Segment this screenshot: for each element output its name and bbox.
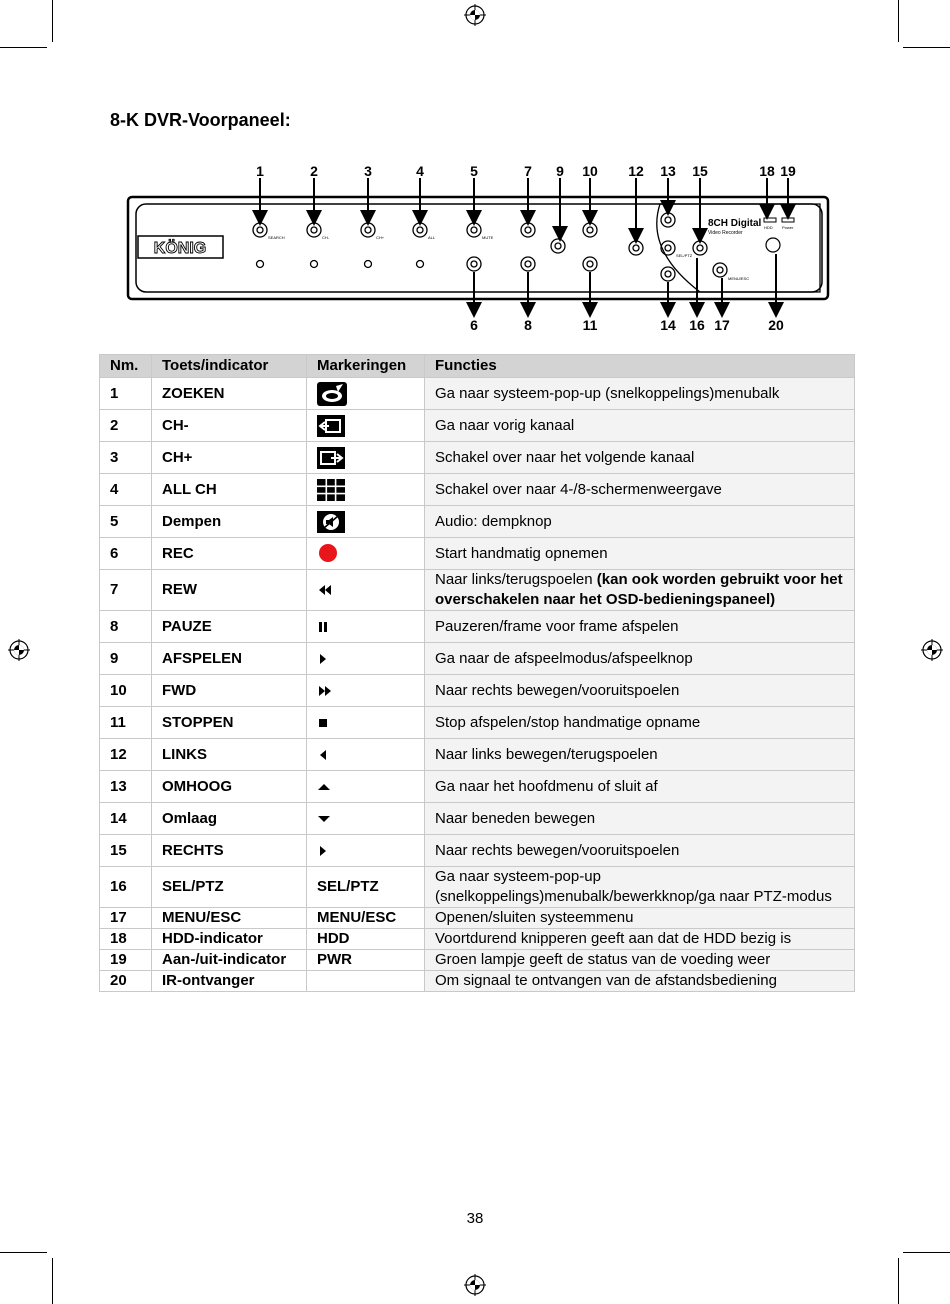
row-key-name: ZOEKEN <box>152 378 307 410</box>
row-marking <box>307 506 425 538</box>
svg-text:19: 19 <box>780 163 796 179</box>
row-number: 19 <box>100 950 152 971</box>
row-function <box>425 867 855 908</box>
svg-text:16: 16 <box>689 317 705 333</box>
callout-numbers-bottom <box>470 317 784 333</box>
table-row <box>100 929 855 950</box>
row-marking <box>307 378 425 410</box>
model-line1: 8CH Digital <box>708 218 762 229</box>
row-marking <box>307 835 425 867</box>
row-function <box>425 835 855 867</box>
row-number: 12 <box>100 739 152 771</box>
table-row <box>100 675 855 707</box>
row-function-text: Start handmatig opnemen <box>435 544 608 562</box>
row-function <box>425 771 855 803</box>
record-icon <box>317 544 339 561</box>
row-marking <box>307 739 425 771</box>
svg-text:CH+: CH+ <box>376 235 385 240</box>
svg-text:SEL/PTZ: SEL/PTZ <box>676 253 693 258</box>
table-row <box>100 867 855 908</box>
row-number: 6 <box>100 538 152 570</box>
table-row <box>100 378 855 410</box>
row-marking <box>307 643 425 675</box>
row-function <box>425 803 855 835</box>
svg-text:4: 4 <box>416 163 424 179</box>
svg-text:MENU/ESC: MENU/ESC <box>728 276 750 281</box>
row-function-text: Naar rechts bewegen/vooruitspoelen <box>435 841 680 859</box>
row-key-name: Aan-/uit-indicator <box>152 950 307 971</box>
row-number: 9 <box>100 643 152 675</box>
registration-mark-icon <box>464 1274 486 1296</box>
table-row <box>100 803 855 835</box>
row-key-name: REW <box>152 570 307 611</box>
row-function-text: Ga naar het hoofdmenu of sluit af <box>435 777 658 795</box>
row-function-text: Schakel over naar 4-/8-schermenweergave <box>435 480 722 498</box>
row-marking: MENU/ESC <box>307 908 425 929</box>
arrow-left-icon <box>317 746 329 763</box>
svg-text:18: 18 <box>759 163 775 179</box>
row-number: 7 <box>100 570 152 611</box>
row-function-note: (kan ook worden gebruikt voor het overschakelen naar het OSD-bedieningspaneel) <box>435 571 843 608</box>
row-marking <box>307 410 425 442</box>
svg-text:15: 15 <box>692 163 708 179</box>
row-key-name: RECHTS <box>152 835 307 867</box>
row-marking <box>307 538 425 570</box>
row-function-text: Naar links bewegen/terugspoelen <box>435 745 658 763</box>
table-row <box>100 950 855 971</box>
registration-mark-icon <box>921 639 943 661</box>
row-key-name: REC <box>152 538 307 570</box>
crop-mark <box>0 1252 47 1253</box>
row-number: 10 <box>100 675 152 707</box>
arrow-up-icon <box>317 778 331 795</box>
crop-mark <box>903 1252 950 1253</box>
row-number: 4 <box>100 474 152 506</box>
row-number: 1 <box>100 378 152 410</box>
row-marking: SEL/PTZ <box>307 867 425 908</box>
column-header-marking: Markeringen <box>307 355 425 378</box>
row-function-text: Pauzeren/frame voor frame afspelen <box>435 617 679 635</box>
table-row <box>100 739 855 771</box>
row-marking <box>307 675 425 707</box>
row-function <box>425 675 855 707</box>
dvr-front-panel-diagram <box>100 160 860 340</box>
row-function <box>425 929 855 950</box>
pause-icon <box>317 618 329 635</box>
row-key-name: FWD <box>152 675 307 707</box>
brand-logo-text: KÖNIG <box>153 240 207 257</box>
row-marking <box>307 474 425 506</box>
page-title: 8-K DVR-Voorpaneel: <box>110 110 291 130</box>
channel-up-icon <box>317 448 345 465</box>
fast-forward-icon <box>317 682 333 699</box>
column-header-function: Functies <box>425 355 855 378</box>
crop-mark <box>0 47 47 48</box>
table-row <box>100 971 855 992</box>
svg-text:3: 3 <box>364 163 372 179</box>
crop-mark <box>903 47 950 48</box>
power-indicator-label: Power <box>782 225 794 230</box>
row-marking <box>307 611 425 643</box>
row-function-text: Voortdurend knipperen geeft aan dat de HDD bezig is <box>435 930 792 947</box>
row-function <box>425 707 855 739</box>
row-marking <box>307 971 425 992</box>
row-key-name: CH+ <box>152 442 307 474</box>
svg-text:ALL: ALL <box>428 235 436 240</box>
svg-text:20: 20 <box>768 317 784 333</box>
table-row <box>100 611 855 643</box>
model-line2: Video Recorder <box>708 230 743 236</box>
callout-numbers-top <box>256 163 796 179</box>
svg-text:17: 17 <box>714 317 730 333</box>
row-function-text: Naar rechts bewegen/vooruitspoelen <box>435 681 680 699</box>
table-row <box>100 835 855 867</box>
row-marking <box>307 570 425 611</box>
row-function-text: Groen lampje geeft de status van de voeding weer <box>435 951 771 968</box>
crop-mark <box>898 0 899 42</box>
table-row <box>100 707 855 739</box>
svg-text:CH-: CH- <box>322 235 330 240</box>
column-header-nr: Nm. <box>100 355 152 378</box>
row-function <box>425 570 855 611</box>
row-number: 3 <box>100 442 152 474</box>
table-row <box>100 908 855 929</box>
row-function <box>425 611 855 643</box>
row-function-text: Naar beneden bewegen <box>435 809 596 827</box>
row-key-name: LINKS <box>152 739 307 771</box>
crop-mark <box>898 1258 899 1304</box>
row-function <box>425 442 855 474</box>
crop-mark <box>52 1258 53 1304</box>
arrow-right-icon <box>317 842 329 859</box>
svg-text:13: 13 <box>660 163 676 179</box>
row-key-name: CH- <box>152 410 307 442</box>
row-key-name: ALL CH <box>152 474 307 506</box>
row-marking <box>307 803 425 835</box>
table-row <box>100 771 855 803</box>
arrow-down-icon <box>317 810 331 827</box>
svg-text:8: 8 <box>524 317 532 333</box>
row-key-name: OMHOOG <box>152 771 307 803</box>
row-function-text: Ga naar vorig kanaal <box>435 416 575 434</box>
grid-icon <box>317 480 345 497</box>
row-key-name: PAUZE <box>152 611 307 643</box>
row-function <box>425 739 855 771</box>
row-key-name: AFSPELEN <box>152 643 307 675</box>
svg-text:6: 6 <box>470 317 478 333</box>
row-number: 5 <box>100 506 152 538</box>
row-key-name: HDD-indicator <box>152 929 307 950</box>
rewind-icon <box>317 581 333 598</box>
row-number: 11 <box>100 707 152 739</box>
row-key-name: MENU/ESC <box>152 908 307 929</box>
registration-mark-icon <box>464 4 486 26</box>
row-number: 8 <box>100 611 152 643</box>
table-row <box>100 410 855 442</box>
row-key-name: IR-ontvanger <box>152 971 307 992</box>
mute-icon <box>317 512 345 529</box>
channel-down-icon <box>317 416 345 433</box>
svg-text:7: 7 <box>524 163 532 179</box>
column-header-key: Toets/indicator <box>152 355 307 378</box>
registration-mark-icon <box>8 639 30 661</box>
svg-text:2: 2 <box>310 163 318 179</box>
row-function-text: Om signaal te ontvangen van de afstandsbediening <box>435 972 777 989</box>
table-row <box>100 538 855 570</box>
svg-text:5: 5 <box>470 163 478 179</box>
row-number: 13 <box>100 771 152 803</box>
row-function-text: Ga naar de afspeelmodus/afspeelknop <box>435 649 693 667</box>
row-function <box>425 971 855 992</box>
row-marking <box>307 442 425 474</box>
hdd-indicator-label: HDD <box>764 225 773 230</box>
svg-text:12: 12 <box>628 163 644 179</box>
table-row <box>100 570 855 611</box>
svg-text:14: 14 <box>660 317 676 333</box>
row-function <box>425 950 855 971</box>
row-marking: PWR <box>307 950 425 971</box>
svg-text:SEARCH: SEARCH <box>268 235 285 240</box>
row-function-text: Ga naar systeem-pop-up (snelkoppelings)menubalk/bewerkknop/ga naar PTZ-modus <box>435 868 832 905</box>
svg-text:11: 11 <box>582 317 598 333</box>
play-icon <box>317 650 329 667</box>
row-function-text: Stop afspelen/stop handmatige opname <box>435 713 701 731</box>
row-number: 15 <box>100 835 152 867</box>
row-marking: HDD <box>307 929 425 950</box>
row-number: 20 <box>100 971 152 992</box>
stop-icon <box>317 714 329 731</box>
crop-mark <box>52 0 53 42</box>
row-function <box>425 643 855 675</box>
table-header-row <box>100 355 855 378</box>
svg-text:9: 9 <box>556 163 564 179</box>
svg-text:10: 10 <box>582 163 598 179</box>
row-function <box>425 908 855 929</box>
row-function <box>425 538 855 570</box>
row-key-name: SEL/PTZ <box>152 867 307 908</box>
table-row <box>100 506 855 538</box>
svg-text:1: 1 <box>256 163 264 179</box>
row-key-name: Omlaag <box>152 803 307 835</box>
row-function-text: Audio: dempknop <box>435 512 552 530</box>
row-number: 14 <box>100 803 152 835</box>
row-number: 2 <box>100 410 152 442</box>
row-key-name: Dempen <box>152 506 307 538</box>
row-function-text: Ga naar systeem-pop-up (snelkoppelings)menubalk <box>435 384 780 402</box>
row-number: 18 <box>100 929 152 950</box>
page-number: 38 <box>466 1210 484 1227</box>
row-key-name: STOPPEN <box>152 707 307 739</box>
row-number: 17 <box>100 908 152 929</box>
row-marking <box>307 771 425 803</box>
row-function-text: Openen/sluiten systeemmenu <box>435 909 634 926</box>
row-function <box>425 506 855 538</box>
row-function-text: Naar links/terugspoelen <box>435 571 597 588</box>
table-row <box>100 442 855 474</box>
table-row <box>100 474 855 506</box>
table-row <box>100 643 855 675</box>
key-function-table <box>99 354 855 992</box>
row-number: 16 <box>100 867 152 908</box>
svg-text:MUTE: MUTE <box>482 235 494 240</box>
row-function <box>425 474 855 506</box>
row-marking <box>307 707 425 739</box>
row-function-text: Schakel over naar het volgende kanaal <box>435 448 695 466</box>
search-icon <box>317 384 347 401</box>
row-function <box>425 378 855 410</box>
row-function <box>425 410 855 442</box>
